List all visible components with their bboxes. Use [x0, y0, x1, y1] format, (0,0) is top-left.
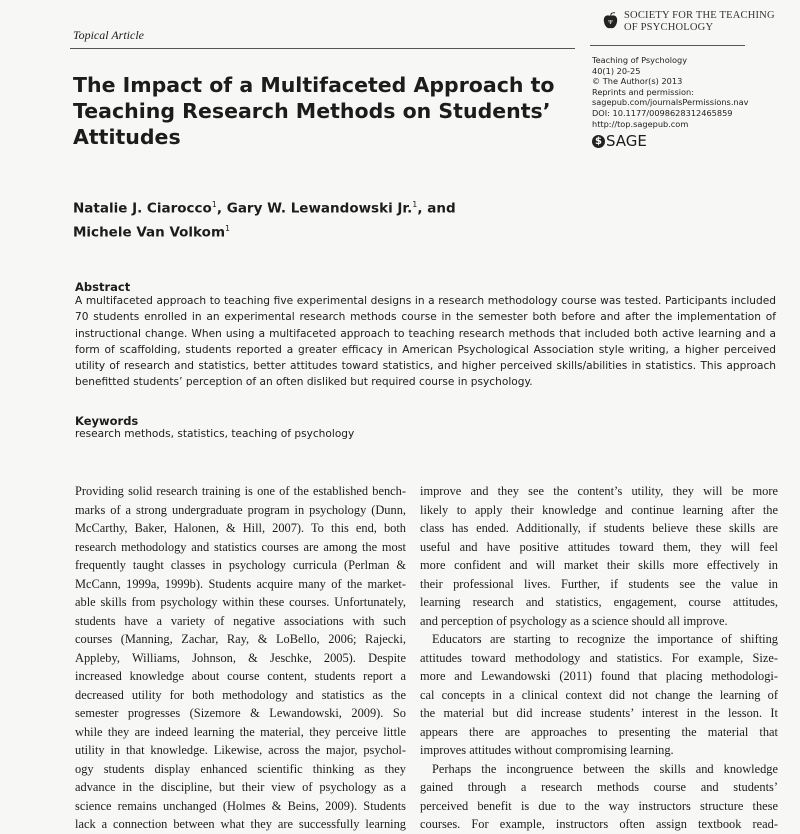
author-separator: , and: [417, 200, 456, 217]
svg-text:Ψ: Ψ: [608, 20, 613, 26]
keywords-heading: Keywords: [75, 414, 139, 428]
body-text-line: more confident and will market their skills more effectively in: [420, 558, 778, 572]
body-text-line: while they are indeed learning the material, they perceive little: [75, 724, 406, 739]
abstract-line: instructional change. When using a multifaceted approach to teaching research methods that included both active learning and a: [75, 327, 776, 340]
article-title: [73, 72, 583, 150]
body-text-line: advance in the discipline, but their view of psychology as a: [75, 780, 406, 794]
title-line: Attitudes: [73, 125, 181, 149]
header-divider: [70, 48, 575, 49]
body-text-line: and perception of psychology as a science should all improve.: [420, 613, 728, 628]
body-text-line: decreased utility for both methodology and statistics as the: [75, 687, 406, 702]
body-text-line: cal concepts in a clinical context did not change the learning of: [420, 687, 778, 702]
body-text-line: marks of a strong undergraduate program in psychology (Dunn,: [75, 502, 406, 517]
body-text-line: useful and have positive attitudes toward them, they will feel: [420, 539, 778, 554]
journal-name: Teaching of Psychology: [592, 55, 688, 65]
affiliation-mark: 1: [225, 223, 231, 233]
author-name: Michele Van Volkom: [73, 224, 226, 240]
abstract-line: utility of research and statistics, better attitudes toward statistics, and higher perceived skills/abilities in statistics. This approach: [75, 360, 776, 373]
sage-dollar-icon: $: [592, 135, 605, 148]
body-text-line: Providing solid research training is one of the established bench-: [75, 484, 406, 498]
society-logo-block: [603, 10, 775, 34]
journal-meta: [592, 55, 748, 129]
abstract-text: [75, 293, 776, 391]
publisher-name: SAGE: [606, 132, 647, 150]
body-text-line: gained through a research methods course and students’: [420, 780, 778, 794]
body-text-line: McCarthy, Baker, Halonen, & Hill, 2007). To this end, both: [75, 521, 406, 535]
copyright: © The Author(s) 2013: [592, 76, 683, 87]
body-column-right: [420, 482, 778, 834]
body-text-line: improve and they see the content’s utility, they will be more: [420, 484, 778, 498]
body-text-line: courses. For example, instructors often assign textbook read-: [420, 817, 778, 831]
author-separator: ,: [216, 200, 227, 217]
body-text-line: appears there are approaches to presenting the material that: [420, 724, 778, 739]
sage-logo: [592, 132, 647, 150]
body-text-line: lack a connection between what they are successfully learning: [75, 817, 406, 831]
journal-url[interactable]: http://top.sagepub.com: [592, 118, 689, 129]
body-text-line: improves attitudes without compromising learning.: [420, 743, 674, 757]
body-text-line: science remains unchanged (Holmes & Beins, 2009). Students: [75, 798, 406, 813]
body-text-line: McCann, 1999a, 1999b). Students acquire many of the market-: [75, 576, 406, 591]
body-column-left: [75, 482, 406, 834]
body-text-line: Educators are starting to recognize the importance of shifting: [432, 632, 778, 646]
body-text-line: perceived benefit is due to the way instructors structure these: [420, 798, 778, 813]
body-text-line: ogy students display enhanced scientific thinking as they: [75, 761, 406, 776]
abstract-line: form of scaffolding, students reported a greater efficacy in American Psychological Association style writing, a higher perceived: [75, 343, 776, 356]
abstract-line: A multifaceted approach to teaching five experimental designs in a research methodology course was tested. Participants included: [75, 295, 776, 307]
body-text-line: increased knowledge about course content, students report a: [75, 669, 406, 683]
body-text-line: Perhaps the incongruence between the skills and knowledge: [432, 761, 778, 776]
volume-pages: 40(1) 20-25: [592, 65, 641, 76]
title-line: The Impact of a Multifaceted Approach to: [73, 73, 555, 97]
abstract-line: benefitted students’ perception of an often disliked but required course in psychology.: [75, 376, 533, 389]
body-text-line: attitudes toward methodology and statistics. For example, Size-: [420, 650, 778, 665]
body-text-line: class has ended. Additionally, if students believe these skills are: [420, 521, 778, 535]
doi[interactable]: DOI: 10.1177/0098628312465859: [592, 107, 733, 118]
abstract-line: 70 students enrolled in an experimental research methods course in the semester both before and after the implementation of: [75, 311, 776, 324]
author-name: Natalie J. Ciarocco: [73, 200, 212, 217]
article-type-label: Topical Article: [73, 28, 145, 42]
author-list: [73, 195, 456, 242]
meta-divider: [590, 45, 745, 46]
title-line: Teaching Research Methods on Students’: [73, 99, 551, 123]
body-text-line: semester progresses (Sizemore & Lewandowski, 2009). So: [75, 706, 406, 720]
affiliation-mark: 1: [412, 200, 418, 209]
apple-psi-logo-icon: [603, 12, 618, 29]
affiliation-mark: 1: [211, 200, 217, 209]
body-text-line: frequently taught classes in psychology curricula (Perlman &: [75, 558, 406, 572]
body-text-line: more and Lewandowski (2011) found that placing methodologi-: [420, 669, 778, 683]
society-name-line: SOCIETY FOR THE TEACHING: [624, 10, 775, 21]
body-text-line: Appleby, Williams, Johnson, & Jeschke, 2005). Despite: [75, 650, 406, 665]
body-text-line: their professional lives. Further, if students see the value in: [420, 576, 778, 591]
abstract-heading: Abstract: [75, 280, 131, 294]
society-name-line: OF PSYCHOLOGY: [624, 22, 714, 33]
body-text-line: the material but did increase students’ interest in the lesson. It: [420, 706, 778, 720]
body-text-line: likely to apply their knowledge and continue learning after the: [420, 502, 778, 517]
body-text-line: students have a variety of negative associations with such: [75, 613, 406, 628]
keywords-text: research methods, statistics, teaching of psychology: [75, 428, 355, 440]
permissions-link[interactable]: sagepub.com/journalsPermissions.nav: [592, 97, 749, 108]
author-name: Gary W. Lewandowski Jr.: [226, 200, 413, 217]
body-text-line: utility in that knowledge. Likewise, across the major, psychol-: [75, 743, 406, 757]
body-text-line: courses (Manning, Zachar, Ray, & LoBello, 2006; Rajecki,: [75, 632, 406, 646]
body-text-line: research methodology and statistics courses are among the most: [75, 539, 406, 554]
body-text-line: learning research and statistics, engagement, course attitudes,: [420, 595, 778, 609]
body-text-line: able skills from psychology within these courses. Unfortunately,: [75, 595, 406, 609]
reprints-label: Reprints and permission:: [592, 86, 694, 97]
